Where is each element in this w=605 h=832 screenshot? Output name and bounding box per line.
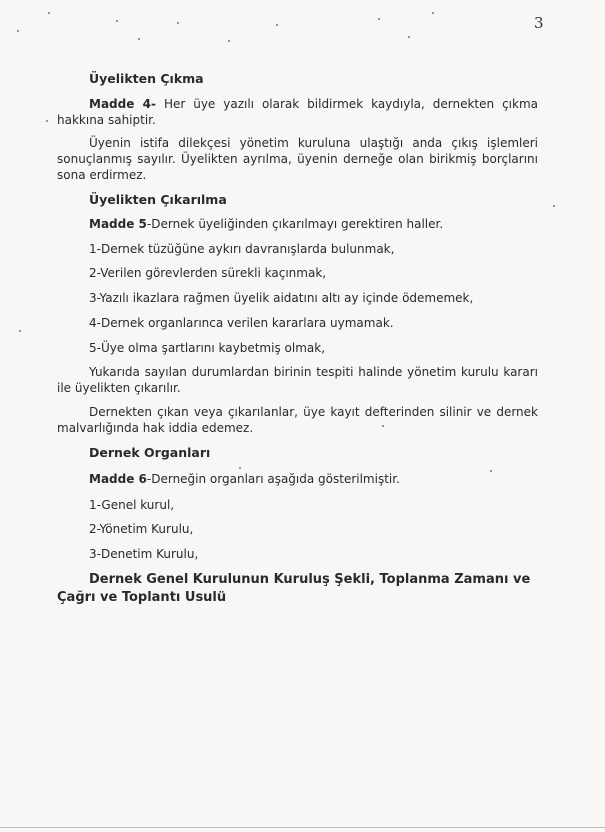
kayit-defteri-paragraph: Dernekten çıkan veya çıkarılanlar, üye kayıt defterinden silinir ve dernek malvarlığında hak iddia edemez. (57, 405, 538, 435)
madde-6-label: Madde 6 (89, 472, 147, 486)
madde-4-paragraph (57, 96, 538, 128)
heading-dernek-organlari: Dernek Organları (89, 445, 211, 460)
heading-uyelikten-cikma: Üyelikten Çıkma (89, 71, 204, 86)
heading-genel-kurul: Dernek Genel Kurulunun Kuruluş Şekli, Toplanma Zamanı ve Çağrı ve Toplantı Usulü (57, 572, 531, 605)
madde-4-label: Madde 4- (89, 97, 156, 111)
heading-uyelikten-cikarilma: Üyelikten Çıkarılma (89, 192, 227, 207)
list-item: 4-Dernek organlarınca verilen kararlara uymamak. (89, 316, 394, 330)
list-item: 1-Genel kurul, (89, 498, 175, 512)
page-bottom-edge (0, 827, 605, 828)
madde-5-paragraph (89, 216, 443, 232)
madde-6-text: -Derneğin organları aşağıda gösterilmiştir. (146, 472, 400, 486)
list-item: 3-Yazılı ikazlara rağmen üyelik aidatını altı ay içinde ödememek, (89, 291, 474, 305)
madde-6-paragraph (89, 471, 400, 487)
madde-5-text: -Dernek üyeliğinden çıkarılmayı gerektiren haller. (146, 217, 444, 231)
list-item: 1-Dernek tüzüğüne aykırı davranışlarda bulunmak, (89, 242, 395, 256)
list-item: 2-Yönetim Kurulu, (89, 522, 194, 536)
tespit-paragraph: Yukarıda sayılan durumlardan birinin tespiti halinde yönetim kurulu kararı ile üyelikten çıkarılır. (57, 365, 538, 395)
list-item: 3-Denetim Kurulu, (89, 547, 199, 561)
madde-5-label: Madde 5 (89, 217, 147, 231)
list-item: 2-Verilen görevlerden sürekli kaçınmak, (89, 266, 327, 280)
list-item: 5-Üye olma şartlarını kaybetmiş olmak, (89, 341, 326, 355)
page-number: 3 (534, 14, 544, 32)
istifa-paragraph: Üyenin istifa dilekçesi yönetim kuruluna ulaştığı anda çıkış işlemleri sonuçlanmış sayılır. Üyelikten ayrılma, üyenin derneğe olan birikmiş borçlarını sona erdirmez. (57, 136, 538, 182)
madde-4-text: Her üye yazılı olarak bildirmek kaydıyla, dernekten çıkma hakkına sahiptir. (57, 97, 538, 127)
